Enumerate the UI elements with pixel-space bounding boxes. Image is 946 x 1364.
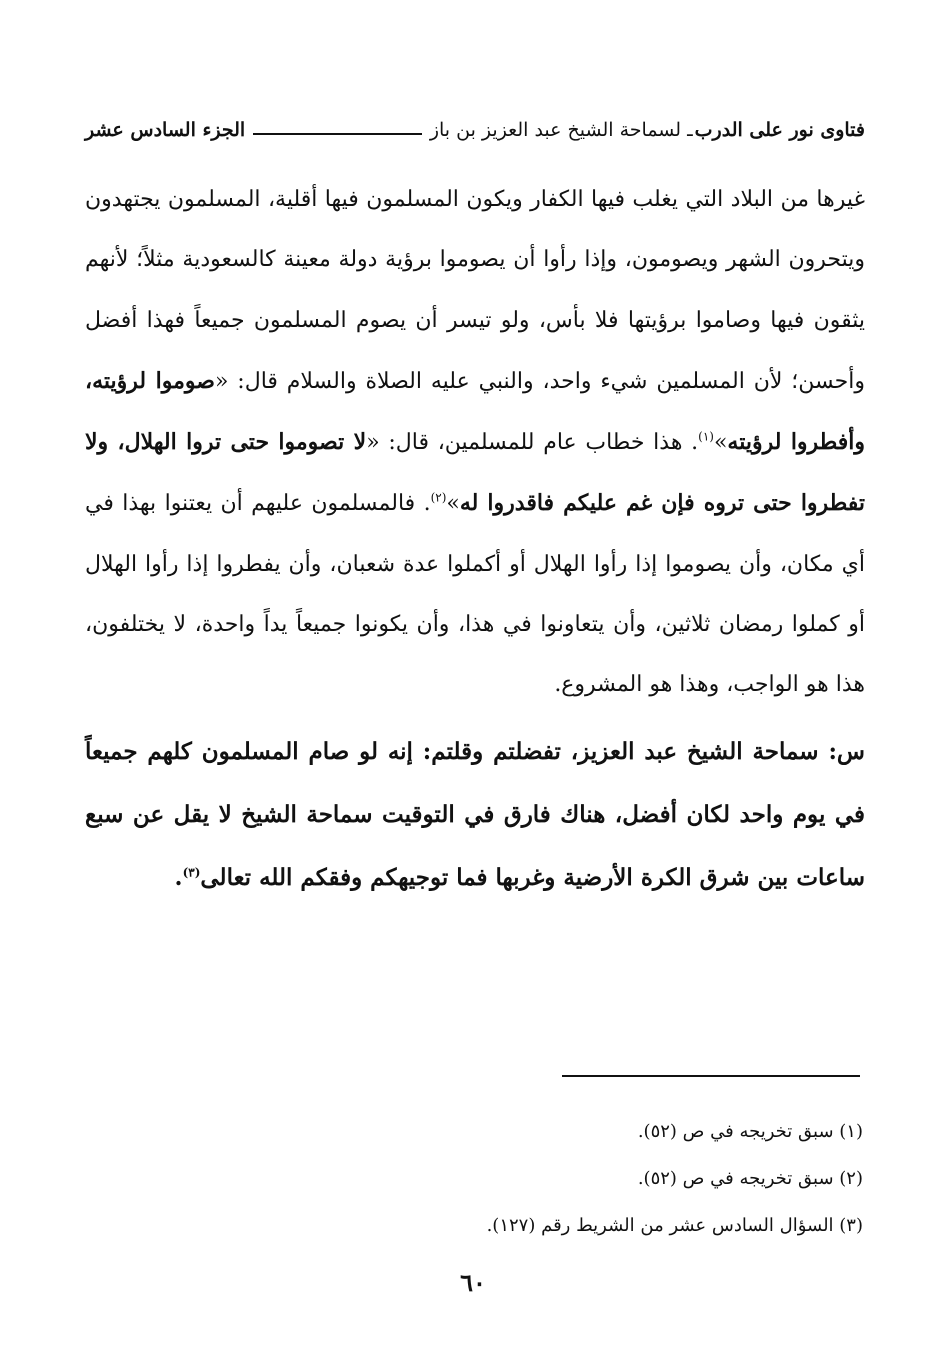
volume-label: الجزء السادس عشر — [85, 119, 246, 141]
header-rule — [253, 133, 422, 135]
question-label: س: — [828, 737, 866, 765]
answer-paragraph — [85, 170, 865, 716]
footnote-1: (١) سبق تخريجه في ص (٥٢). — [637, 1121, 863, 1142]
answer-text-3: . فالمسلمون عليهم أن يعتنوا بهذا في أي مكان، وأن يصوموا إذا رأوا الهلال أو أكملوا عدة شعبان، وأن يفطروا إذا رأوا الهلال أو كملوا رمضان ثلاثين، وأن يتعاونوا في هذا، وأن يكونوا جميعاً يداً واحدة، لا يختلفون، هذا هو الواجب، وهذا هو المشروع. — [85, 491, 865, 698]
footnote-ref-3: (٣) — [182, 865, 201, 880]
hadith-quote-2: لا تصوموا حتى تروا الهلال، ولا تفطروا حتى تروه فإن غم عليكم فاقدروا له — [85, 429, 865, 517]
page-number: ٦٠ — [460, 1268, 486, 1297]
answer-text-1: غيرها من البلاد التي يغلب فيها الكفار ويكون المسلمون فيها أقلية، المسلمون يجتهدون ويتحرون الشهر ويصومون، وإذا رأوا أن يصوموا برؤية دولة معينة كالسعودية مثلاً؛ لأنهم يثقون فيها وصاموا برؤيتها فلا بأس، ولو تيسر أن يصوم المسلمون جميعاً فهذا أفضل وأحسن؛ لأن المسلمين شيء واحد، والنبي عليه الصلاة والسلام قال: « — [85, 187, 865, 394]
book-title: فتاوى نور على الدرب — [694, 119, 865, 141]
footnote-ref-1: (١) — [698, 429, 714, 444]
quote-close-1: » — [713, 430, 728, 456]
question-paragraph — [85, 720, 865, 909]
footnote-2: (٢) سبق تخريجه في ص (٥٢). — [637, 1168, 863, 1189]
header-author: ـ لسماحة الشيخ عبد العزيز بن باز — [429, 119, 693, 141]
footnotes — [85, 1108, 863, 1249]
question-end: . — [174, 863, 183, 891]
question-text: سماحة الشيخ عبد العزيز، تفضلتم وقلتم: إنه لو صام المسلمون كلهم جميعاً في يوم واحد لكان أفضل، هناك فارق في التوقيت سماحة الشيخ لا يقل عن سبع ساعات بين شرق الكرة الأرضية وغربها فما توجيهكم وفقكم الله تعالى — [85, 737, 865, 891]
running-header — [85, 112, 865, 148]
main-text — [85, 170, 865, 909]
footnote-separator — [562, 1075, 860, 1077]
quote-close-2: » — [446, 491, 460, 517]
answer-text-2: . هذا خطاب عام للمسلمين، قال: « — [366, 430, 699, 456]
hadith-quote-1: صوموا لرؤيته، وأفطروا لرؤيته — [85, 367, 865, 456]
footnote-ref-2: (٢) — [430, 491, 447, 506]
footnote-3: (٣) السؤال السادس عشر من الشريط رقم (١٢٧). — [486, 1215, 863, 1236]
